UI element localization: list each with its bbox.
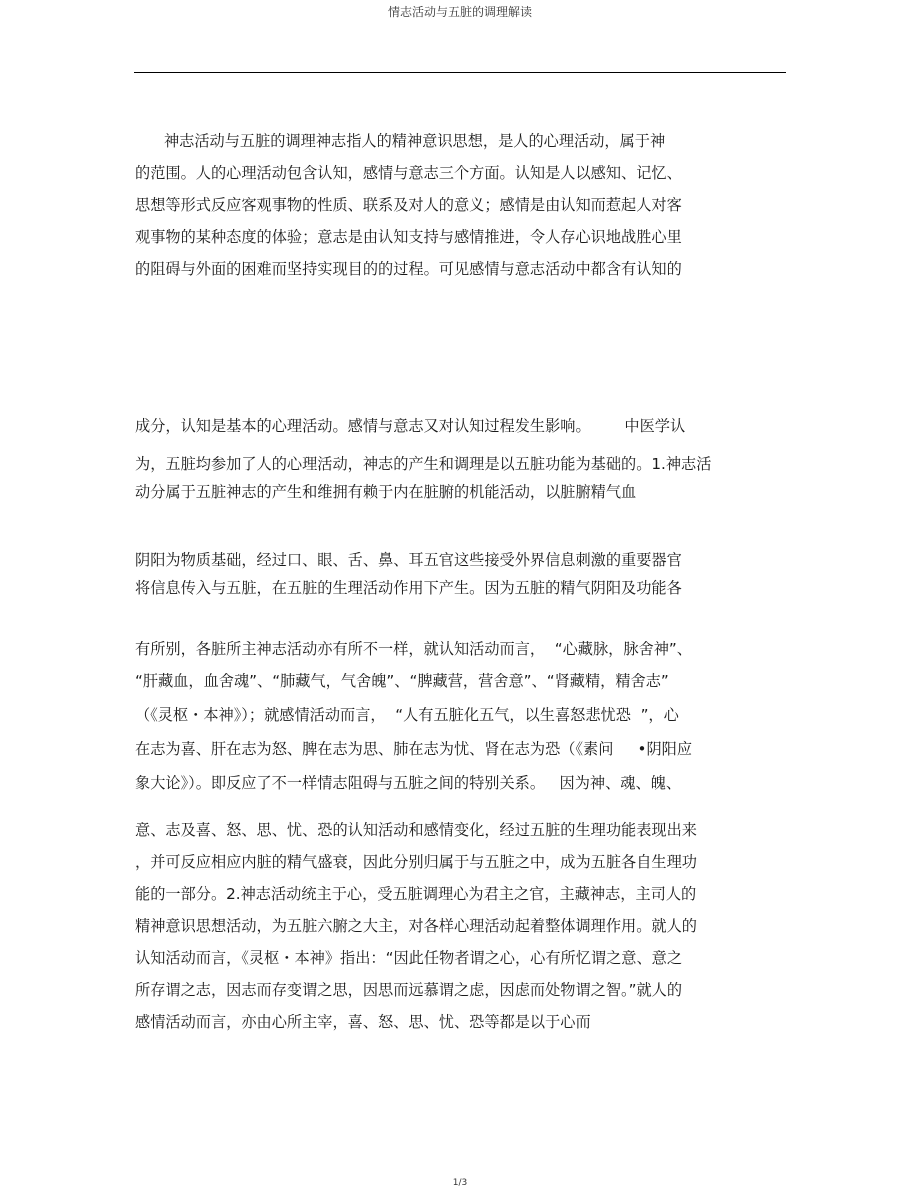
body-line-10: 将信息传入与五脏，在五脏的生理活动作用下产生。因为五脏的精气阴阳及功能各 [135,579,682,597]
body-line-21: 所存谓之志，因志而存变谓之思，因思而远慕谓之虑，因虑而处物谓之智。”就人的 [135,981,683,999]
body-line-18: 能的一部分。2.神志活动统主于心，受五脏调理心为君主之官，主藏神志，主司人的 [135,885,697,903]
body-line-16: 意、志及喜、怒、思、忧、恐的认知活动和感情变化，经过五脏的生理功能表现出来 [135,821,697,839]
body-line-20: 认知活动而言，《灵枢・本神》指出：“因此任物者谓之心，心有所忆谓之意、意之 [135,949,683,967]
body-line-9: 阴阳为物质基础，经过口、眼、舌、鼻、耳五官这些接受外界信息刺激的重要器官 [135,551,682,569]
body-line-14: 在志为喜、肝在志为怒、脾在志为思、肺在志为忧、肾在志为恐（《素问 •阴阳应 [135,740,693,758]
body-line-13: （《灵枢・本神》）；就感情活动而言， “人有五脏化五气，以生喜怒悲忧恐 ”，心 [135,706,679,724]
body-line-19: 精神意识思想活动，为五脏六腑之大主，对各样心理活动起着整体调理作用。就人的 [135,917,697,935]
body-line-2: 的范围。人的心理活动包含认知，感情与意志三个方面。认知是人以感知、记忆、 [135,164,682,182]
body-line-17: ，并可反应相应内脏的精气盛衰，因此分别归属于与五脏之中，成为五脏各自生理功 [135,853,697,871]
page-number: 1/3 [452,1178,468,1188]
body-line-5: 的阻碍与外面的困难而坚持实现目的的过程。可见感情与意志活动中都含有认知的 [135,260,682,278]
body-line-11: 有所别，各脏所主神志活动亦有所不一样，就认知活动而言， “心藏脉，脉舍神”、 [135,640,692,658]
body-line-8: 动分属于五脏神志的产生和维拥有赖于内在脏腑的机能活动，以脏腑精气血 [135,483,637,501]
body-line-4: 观事物的某种态度的体验；意志是由认知支持与感情推进，令人存心识地战胜心里 [135,228,682,246]
body-line-3: 思想等形式反应客观事物的性质、联系及对人的意义；感情是由认知而惹起人对客 [135,196,682,214]
body-line-1: 神志活动与五脏的调理神志指人的精神意识思想，是人的心理活动，属于神 [135,132,666,150]
body-line-22: 感情活动而言，亦由心所主宰，喜、怒、思、忧、恐等都是以于心而 [135,1013,591,1031]
body-line-12: “肝藏血，血舍魂”、“肺藏气，气舍魄”、“脾藏营，营舍意”、“肾藏精，精舍志” [135,672,669,690]
page-header-title: 情志活动与五脏的调理解读 [387,5,532,19]
body-line-7: 为，五脏均参加了人的心理活动，神志的产生和调理是以五脏功能为基础的。1.神志活 [135,455,712,473]
body-line-15: 象大论》）。即反应了不一样情志阻碍与五脏之间的特别关系。 因为神、魂、魄、 [135,774,682,792]
header-divider [134,72,786,73]
body-line-6: 成分，认知是基本的心理活动。感情与意志又对认知过程发生影响。 中医学认 [135,417,686,435]
